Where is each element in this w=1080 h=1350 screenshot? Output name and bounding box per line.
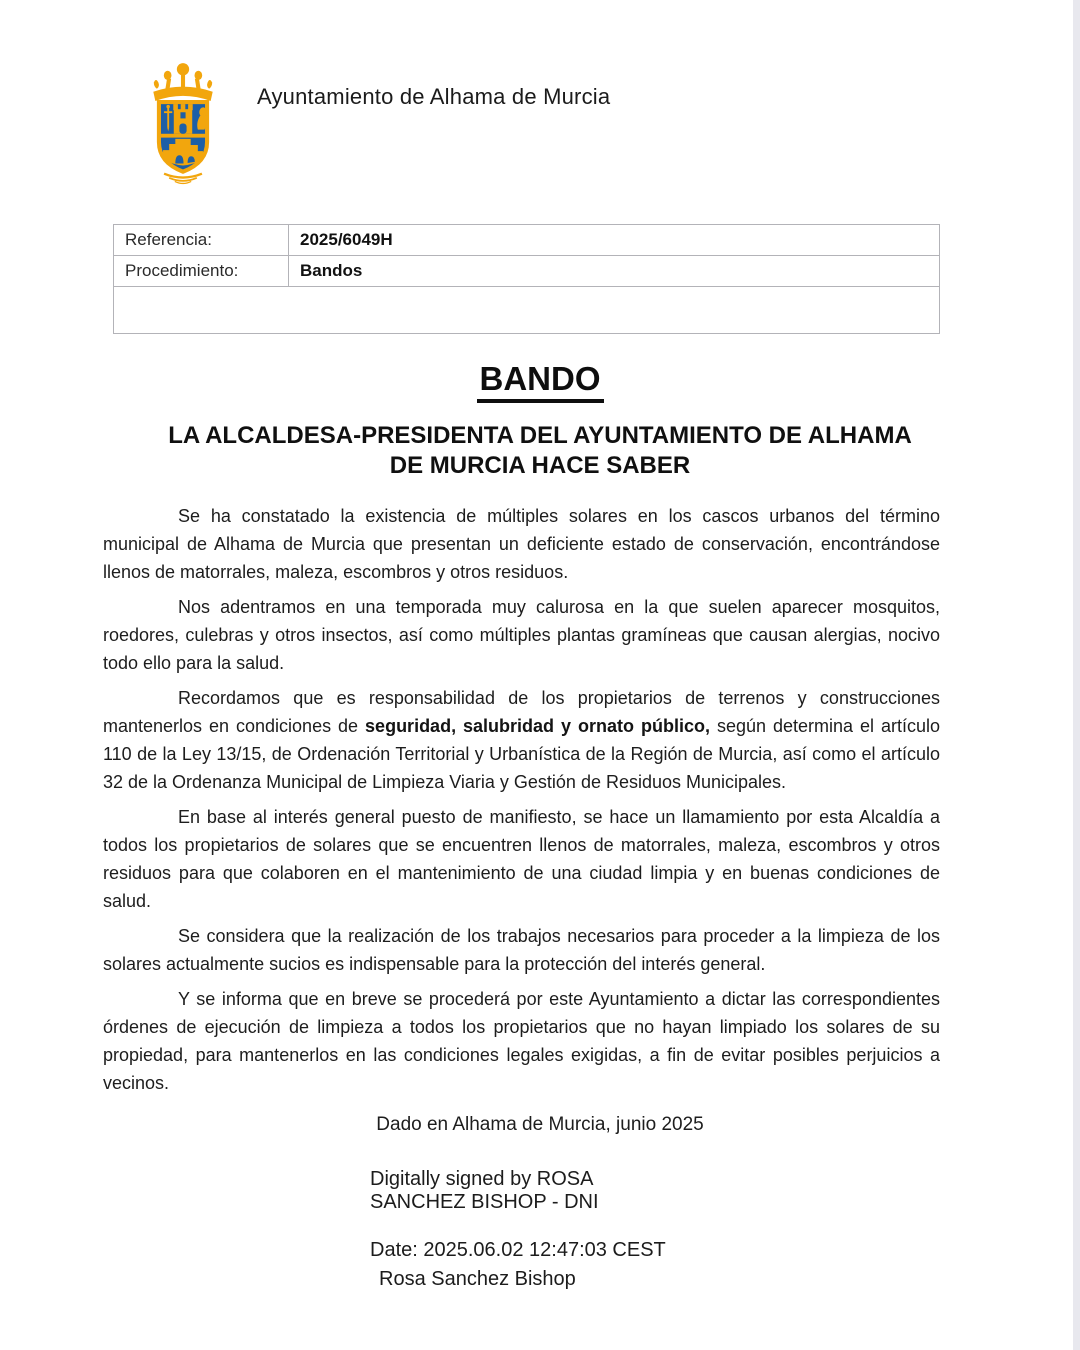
document-subtitle — [0, 421, 1080, 481]
paragraph-4: En base al interés general puesto de manifiesto, se hace un llamamiento por esta Alcaldía a todos los propietarios de solares que se encuentren llenos de matorrales, maleza, escombros y otros residuos para que colaboren en el mantenimiento de una ciudad limpia y en buenas condiciones de salud. — [103, 807, 940, 911]
referencia-label: Referencia: — [114, 225, 289, 256]
table-row-empty — [114, 287, 940, 334]
signature-statement — [370, 1168, 1080, 1214]
paragraph-3-pre: Recordamos que es responsabilidad de los propietarios de terrenos y construcciones mantenerlos en condiciones de — [103, 688, 940, 736]
page-edge-shadow — [1073, 0, 1080, 1350]
signature-line-1: Digitally signed by ROSA — [370, 1168, 594, 1190]
signatory-name: Rosa Sanchez Bishop — [379, 1268, 576, 1290]
header — [0, 0, 1080, 186]
signature-date: Date: 2025.06.02 12:47:03 CEST — [370, 1239, 666, 1261]
org-name: Ayuntamiento de Alhama de Murcia — [257, 84, 611, 109]
table-row-referencia — [114, 225, 940, 256]
meta-table — [113, 224, 940, 334]
empty-cell — [114, 287, 940, 334]
referencia-value: 2025/6049H — [289, 225, 940, 256]
paragraph-6: Y se informa que en breve se procederá por este Ayuntamiento a dictar las correspondientes órdenes de ejecución de limpieza a todos los propietarios que no hayan limpiado los solares de su propiedad, para mantenerlos en las condiciones legales exigidas, a fin de evitar posibles perjuicios a vecinos. — [103, 989, 940, 1093]
procedimiento-value: Bandos — [289, 256, 940, 287]
paragraph-3 — [103, 684, 940, 796]
paragraph-2: Nos adentramos en una temporada muy calurosa en la que suelen aparecer mosquitos, roedores, culebras y otros insectos, así como múltiples plantas gramíneas que causan alergias, nocivo todo ello para la salud. — [103, 597, 940, 673]
subtitle-line-2: DE MURCIA HACE SABER — [389, 452, 691, 479]
paragraph-3-post: según determina el artículo 110 de la Ley 13/15, de Ordenación Territorial y Urbanística de la Región de Murcia, así como el artículo 32 de la Ordenanza Municipal de Limpieza Viaria y Gestión de Residuos Municipales. — [103, 716, 940, 792]
table-row-procedimiento — [114, 256, 940, 287]
paragraph-5: Se considera que la realización de los trabajos necesarios para proceder a la limpieza de los solares actualmente sucios es indispensable para la protección del interés general. — [103, 926, 940, 974]
digital-signature-block — [370, 1168, 1080, 1291]
paragraph-1: Se ha constatado la existencia de múltiples solares en los cascos urbanos del término municipal de Alhama de Murcia que presentan un deficiente estado de conservación, encontrándose llenos de matorrales, maleza, escombros y otros residuos. — [103, 506, 940, 582]
procedimiento-label: Procedimiento: — [114, 256, 289, 287]
paragraph-3-bold-emphasis: seguridad, salubridad y ornato público, — [365, 716, 710, 736]
dateline: Dado en Alhama de Murcia, junio 2025 — [376, 1114, 704, 1135]
document-title: BANDO — [0, 360, 1080, 403]
subtitle-line-1: LA ALCALDESA-PRESIDENTA DEL AYUNTAMIENTO DE ALHAMA — [168, 422, 912, 449]
city-coat-of-arms-icon — [143, 58, 223, 186]
signature-line-2: SANCHEZ BISHOP - DNI — [370, 1191, 599, 1213]
document-body — [103, 502, 940, 1097]
